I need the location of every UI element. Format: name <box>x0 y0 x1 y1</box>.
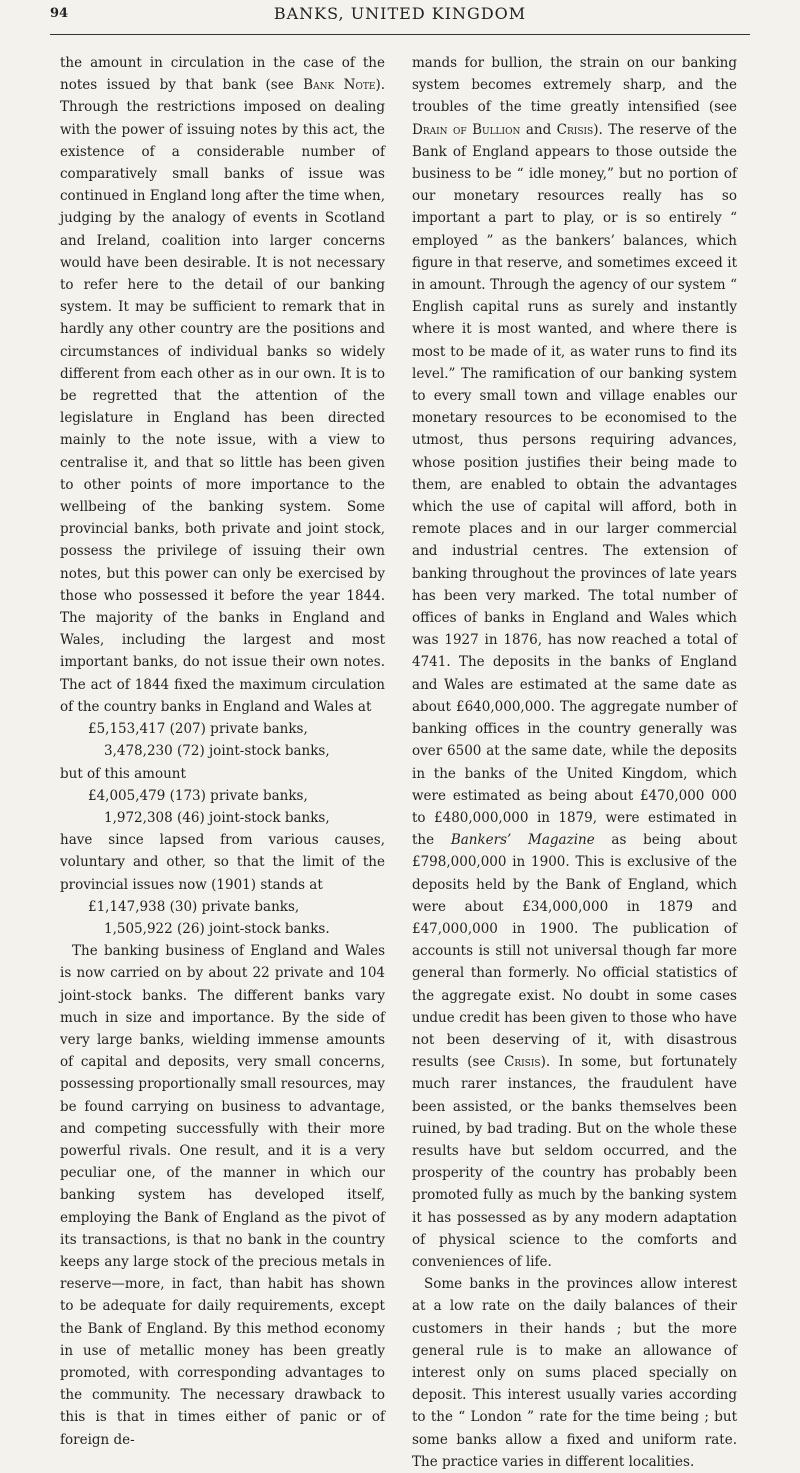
text-run: the amount in circulation in the case of the notes issued by that bank (see <box>60 55 385 94</box>
figure-line: £1,147,938 (30) private banks, <box>88 898 300 915</box>
cross-reference: Bank Note <box>303 77 376 94</box>
publication-title: Bankers’ Magazine <box>450 832 595 849</box>
paragraph: The banking business of England and Wales is now carried on by about 22 private and 104 joint-stock banks. The different banks vary much in size and importance. By the side of very large banks, wielding immense amounts of capital and deposits, very small concerns, possessing proportionally small resources, may be found carrying on business to advantage, and competing successfully with their more powerful rivals. One result, and it is a very peculiar one, of the manner in which our banking system has developed itself, employing the Bank of England as the pivot of its transactions, is that no bank in the country keeps any large stock of the precious metals in reserve—more, in fact, than habit has shown to be adequate for daily requirements, except the Bank of England. By this method economy in use of metallic money has been greatly promoted, with corresponding advantages to the community. The necessary drawback to this is that in times either of panic or of foreign de- <box>60 943 385 1448</box>
paragraph: have since lapsed from various causes, voluntary and other, so that the limit of the provincial issues now (1901) stands at <box>60 832 385 893</box>
paragraph: but of this amount <box>60 765 186 782</box>
text-run: ). In some, but fortunately much rarer instances, the fraudulent have been assisted, or the banks themselves been ruined, by bad trading. But on the whole these results have but seldom occurred, and the prosperity of the country has probably been promoted fully as much by the banking system it has possessed as by any modern adaptation of physical science to the comforts and conveniences of life. <box>412 1054 738 1270</box>
page-header <box>50 2 750 35</box>
text-run: mands for bullion, the strain on our banking system becomes extremely sharp, and the troubles of the time greatly intensified (see <box>412 55 737 116</box>
paragraph: Some banks in the provinces allow interest at a low rate on the daily balances of their customers in their hands ; but the more general rule is to make an allowance of interest only on sums placed specially on deposit. This interest usually varies according to the “ London ” rate for the time being ; but some banks allow a fixed and uniform rate. The practice varies in different localities. <box>412 1276 737 1470</box>
cross-reference: Crisis <box>504 1054 541 1071</box>
figure-line: £4,005,479 (173) private banks, <box>88 787 308 804</box>
text-run: as being about £798,000,000 in 1900. This is exclusive of the deposits held by the Bank of England, which were about £34,000,000 in 1879 and £47,000,000 in 1900. The publication of accounts is still not universal though far more general than formerly. No official statistics of the aggregate exist. No doubt in some cases undue credit has been given to those who have not been deserving of it, with disastrous results (see <box>412 832 737 1071</box>
paragraph <box>412 52 737 1273</box>
right-column <box>412 52 737 1473</box>
paragraph <box>60 52 385 718</box>
figure-line: 3,478,230 (72) joint-stock banks, <box>104 743 330 760</box>
running-head: BANKS, UNITED KINGDOM <box>273 4 527 23</box>
figure-line: 1,505,922 (26) joint-stock banks. <box>104 920 330 937</box>
page-number: 94 <box>50 6 69 21</box>
cross-reference: Drain of Bullion <box>412 121 521 138</box>
cross-reference: Crisis <box>556 121 594 138</box>
figure-line: £5,153,417 (207) private banks, <box>88 721 308 738</box>
text-run: ). The reserve of the Bank of England appears to those outside the business to be “ idle money,” but no portion of our monetary resources really has so important a part to play, or is so entirely “ employed ” as the bankers’ balances, which figure in that reserve, and sometimes exceed it in amount. Through the agency of our system “ English capital runs as surely and instantly where it is most wanted, and where there is most to be made of it, as water runs to find its level.” The ramification of our banking system to every small town and village enables our monetary resources to be economised to the utmost, thus persons requiring advances, whose position justifies their being made to them, are enabled to obtain the advantages which the use of capital will afford, both in remote places and in our larger commercial and industrial centres. The extension of banking throughout the provinces of late years has been very marked. The total number of offices of banks in England and Wales which was 1927 in 1876, has now reached a total of 4741. The deposits in the banks of England and Wales are estimated at the same date as about £640,000,000. The aggregate number of banking offices in the country generally was over 6500 at the same date, while the deposits in the banks of the United Kingdom, which were estimated as being about £470,000 000 to £480,000,000 in 1879, were estimated in the <box>412 121 737 849</box>
figure-line: 1,972,308 (46) joint-stock banks, <box>104 809 330 826</box>
left-column <box>60 52 385 1451</box>
text-run: and <box>520 121 557 138</box>
text-run: ). Through the restrictions imposed on dealing with the power of issuing notes by this act, the existence of a considerable number of comparatively small banks of issue was continued in England long after the time when, judging by the analogy of events in Scotland and Ireland, coalition into larger concerns would have been desirable. It is not necessary to refer here to the detail of our banking system. It may be sufficient to remark that in hardly any other country are the positions and circumstances of individual banks so widely different from each other as in our own. It is to be regretted that the attention of the legislature in England has been directed mainly to the note issue, with a view to centralise it, and that so little has been given to other points of more importance to the wellbeing of the banking system. Some provincial banks, both private and joint stock, possess the privilege of issuing their own notes, but this power can only be exercised by those who possessed it before the year 1844. The majority of the banks in England and Wales, including the largest and most important banks, do not issue their own notes. The act of 1844 fixed the maximum circulation of the country banks in England and Wales at <box>60 77 386 715</box>
